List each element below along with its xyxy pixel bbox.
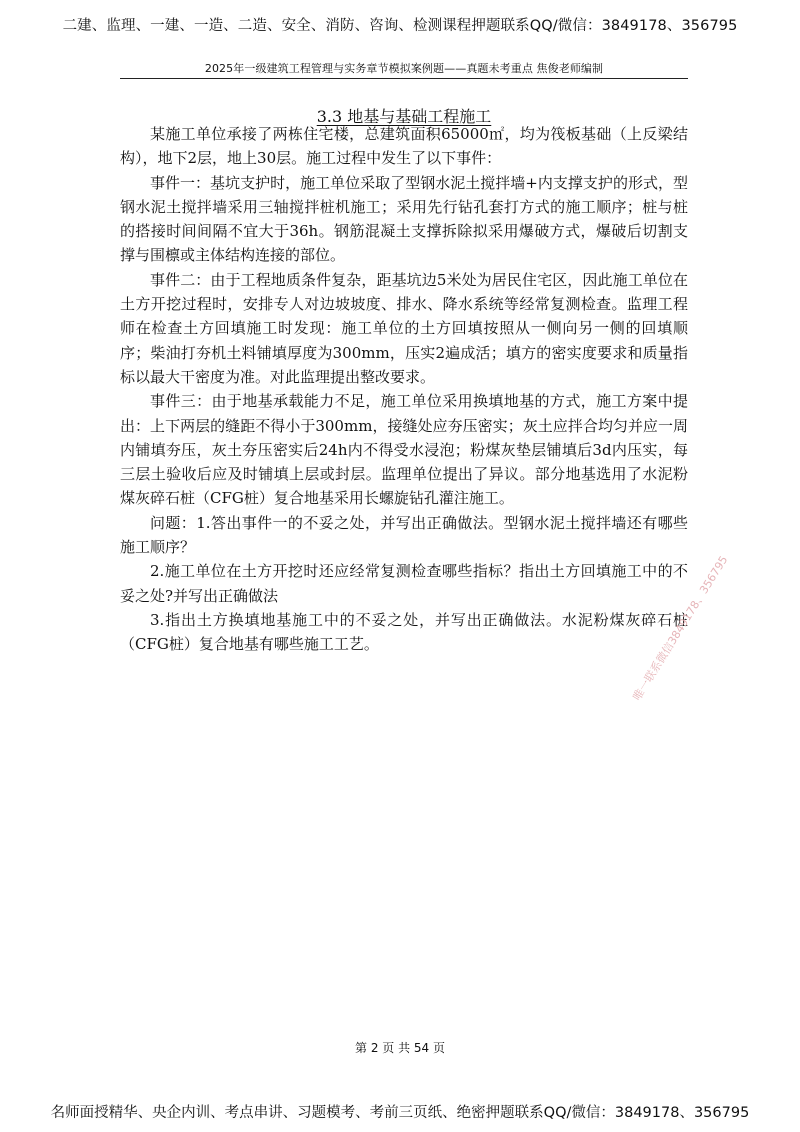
paragraph-intro: 某施工单位承接了两栋住宅楼，总建筑面积65000㎡，均为筏板基础（上反梁结构），地下2层，地上30层。施工过程中发生了以下事件： bbox=[120, 125, 688, 168]
section-title-text: 3.3 地基与基础工程施工 bbox=[316, 107, 492, 126]
top-banner: 二建、监理、一建、一造、二造、安全、消防、咨询、检测课程押题联系QQ/微信：3849178、356795 bbox=[62, 18, 738, 34]
paragraph-event-1: 事件一：基坑支护时，施工单位采取了型钢水泥土搅拌墙+内支撑支护的形式，型钢水泥土搅拌墙采用三轴搅拌桩机施工；采用先行钻孔套打方式的施工顺序；桩与桩的搭接时间间隔不宜大于36h。钢筋混凝土支撑拆除拟采用爆破方式，爆破后切割支撑与围檩或主体结构连接的部位。 bbox=[120, 173, 688, 265]
paragraph-question-1: 问题：1.答出事件一的不妥之处，并写出正确做法。型钢水泥土搅拌墙还有哪些施工顺序？ bbox=[120, 513, 688, 557]
document-body bbox=[120, 122, 688, 657]
bottom-banner: 名师面授精华、央企内训、考点串讲、习题模考、考前三页纸、绝密押题联系QQ/微信：3849178、356795 bbox=[50, 1105, 750, 1121]
paragraph-question-2: 2.施工单位在土方开挖时还应经常复测检查哪些指标？指出土方回填施工中的不妥之处?并写出正确做法 bbox=[120, 562, 688, 605]
page-number: 第 2 页 共 54 页 bbox=[355, 1041, 445, 1055]
watermark-stamp: 唯一联系微信3849178、356795 bbox=[630, 553, 731, 703]
header-divider bbox=[120, 78, 688, 79]
paragraph-event-2: 事件二：由于工程地质条件复杂，距基坑边5米处为居民住宅区，因此施工单位在土方开挖过程时，安排专人对边坡坡度、排水、降水系统等经常复测检查。监理工程师在检查土方回填施工时发现：施工单位的土方回填按照从一侧向另一侧的回填顺序；柴油打夯机土料铺填厚度为300mm，压实2遍成活；填方的密实度要求和质量指标以最大干密度为准。对此监理提出整改要求。 bbox=[120, 270, 688, 386]
paragraph-event-3: 事件三：由于地基承载能力不足，施工单位采用换填地基的方式，施工方案中提出：上下两层的缝距不得小于300mm，接缝处应夯压密实；灰土应拌合均匀并应一周内铺填夯压，灰土夯压密实后24h内不得受水浸泡；粉煤灰垫层铺填后3d内压实，每三层土验收后应及时铺填上层或封层。监理单位提出了异议。部分地基选用了水泥粉煤灰碎石桩（CFG桩）复合地基采用长螺旋钻孔灌注施工。 bbox=[120, 392, 688, 508]
page-header-title: 2025年一级建筑工程管理与实务章节模拟案例题——真题未考重点 焦俊老师编制 bbox=[204, 62, 604, 75]
paragraph-question-3: 3.指出土方换填地基施工中的不妥之处，并写出正确做法。水泥粉煤灰碎石桩（CFG桩）复合地基有哪些施工工艺。 bbox=[120, 610, 688, 654]
